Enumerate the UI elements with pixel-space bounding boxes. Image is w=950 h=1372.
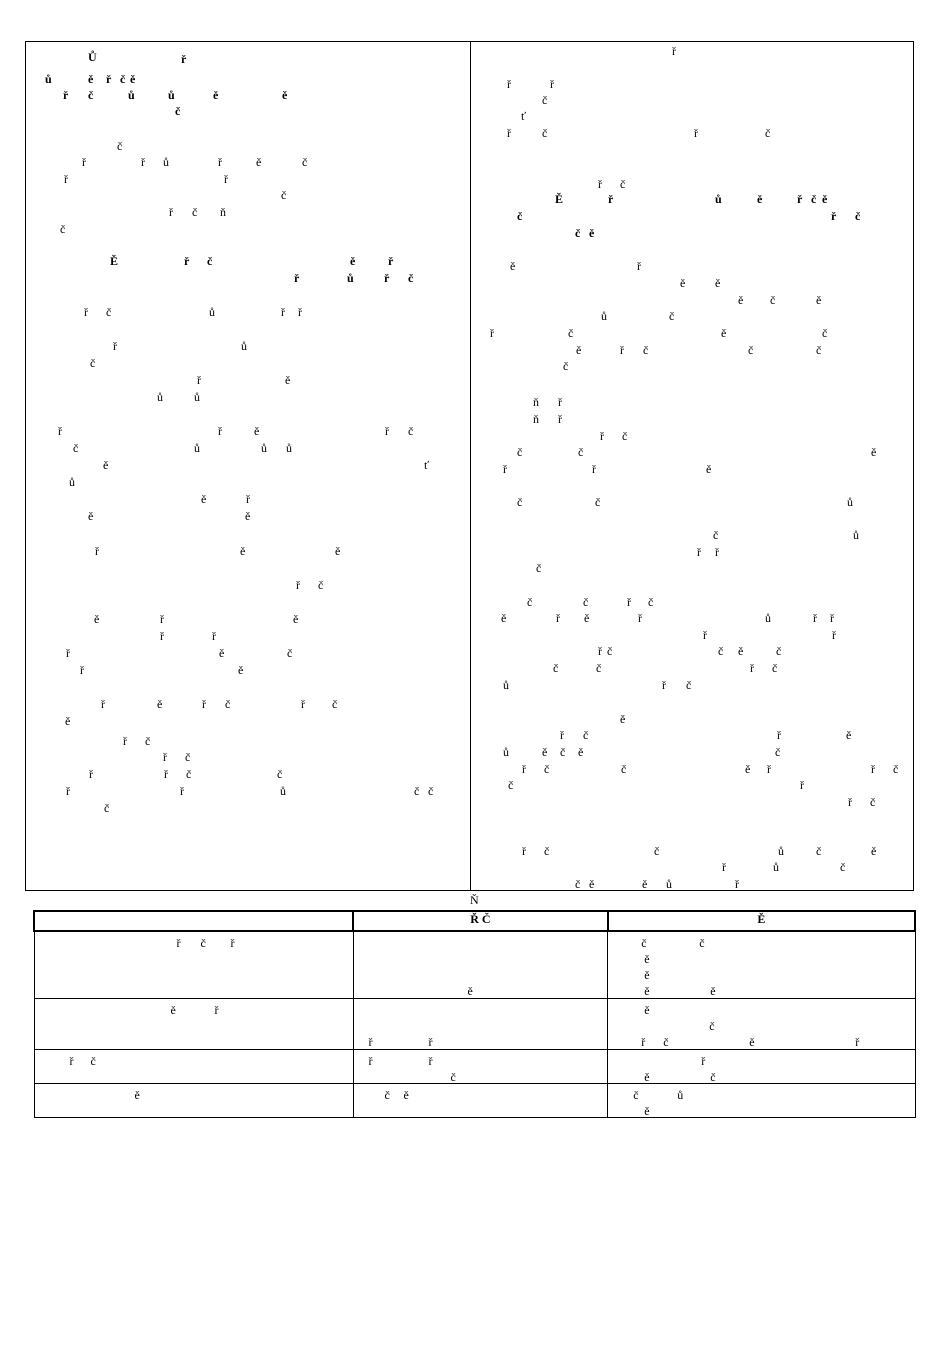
text-glyph: č [772, 661, 778, 675]
text-glyph: ř [703, 628, 707, 642]
text-glyph: ř [550, 77, 554, 91]
table-cell-glyph: ř [855, 1035, 860, 1049]
text-glyph: č [893, 762, 899, 776]
text-glyph: ů [168, 88, 175, 102]
text-glyph: ů [157, 390, 163, 404]
text-glyph: ř [66, 784, 70, 798]
table-cell-glyph: ř [214, 1003, 219, 1017]
text-glyph: ř [101, 697, 105, 711]
text-glyph: ě [846, 728, 852, 742]
text-glyph: č [583, 595, 589, 609]
text-glyph: ř [224, 172, 228, 186]
table-cell-glyph: ě [403, 1088, 409, 1102]
table-cell-glyph: č [710, 1070, 716, 1084]
table-cell [608, 1050, 915, 1084]
text-glyph: č [73, 441, 79, 455]
text-glyph: ř [830, 611, 834, 625]
text-glyph: ř [180, 784, 184, 798]
text-glyph: ř [301, 697, 305, 711]
table-header-row [34, 911, 915, 931]
text-glyph: ř [63, 88, 69, 102]
text-glyph: ř [831, 209, 837, 223]
text-glyph: ř [84, 305, 88, 319]
text-glyph: č [596, 661, 602, 675]
text-glyph: ě [282, 88, 288, 102]
text-glyph: ě [738, 293, 744, 307]
text-glyph: č [117, 139, 123, 153]
table-cell [608, 999, 915, 1050]
text-glyph: č [120, 72, 126, 86]
table-cell-glyph: ř [176, 936, 181, 950]
text-glyph: č [776, 644, 782, 658]
text-glyph: Ě [110, 254, 119, 268]
text-glyph: ř [522, 762, 526, 776]
text-glyph: ř [715, 545, 719, 559]
table-cell [34, 999, 353, 1050]
text-glyph: č [185, 750, 191, 764]
text-glyph: č [88, 88, 94, 102]
text-glyph: č [106, 305, 112, 319]
text-glyph: č [575, 226, 581, 240]
table-cell-glyph: ě [644, 1003, 650, 1017]
text-glyph: ě [871, 844, 877, 858]
text-glyph: ě [219, 646, 225, 660]
text-glyph: ů [847, 495, 853, 509]
text-glyph: ě [589, 877, 595, 891]
text-glyph: ř [598, 177, 602, 191]
text-glyph: ř [82, 155, 86, 169]
text-glyph: č [560, 745, 566, 759]
table-cell [353, 1084, 608, 1118]
separator-mark: Ň [470, 893, 479, 907]
text-glyph: č [408, 271, 414, 285]
text-glyph: ů [286, 441, 292, 455]
text-glyph: ř [281, 305, 285, 319]
text-glyph: ř [197, 373, 201, 387]
text-glyph: č [508, 778, 514, 792]
text-glyph: č [318, 578, 324, 592]
text-glyph: ř [600, 429, 604, 443]
text-glyph: ě [721, 326, 727, 340]
text-glyph: č [302, 155, 308, 169]
text-glyph: č [536, 561, 542, 575]
text-glyph: ě [130, 72, 136, 86]
table-cell-glyph: ř [701, 1054, 706, 1068]
table-cell [353, 999, 608, 1050]
text-glyph: č [186, 767, 192, 781]
text-glyph: č [855, 209, 861, 223]
text-glyph: ě [256, 155, 262, 169]
text-glyph: ě [293, 612, 299, 626]
text-glyph: ř [813, 611, 817, 625]
text-glyph: č [718, 644, 724, 658]
text-glyph: Ů [88, 50, 97, 64]
text-glyph: ě [94, 612, 100, 626]
text-glyph: ů [209, 305, 215, 319]
text-glyph: č [811, 192, 817, 206]
text-glyph: č [583, 728, 589, 742]
text-glyph: ě [738, 644, 744, 658]
text-glyph: ř [592, 462, 596, 476]
text-glyph: ň [533, 395, 539, 409]
text-glyph: ř [181, 52, 187, 66]
text-glyph: ů [128, 88, 135, 102]
text-glyph: ř [637, 259, 641, 273]
text-glyph: č [207, 254, 213, 268]
text-glyph: ř [750, 661, 754, 675]
text-glyph: ů [194, 441, 200, 455]
table-cell-glyph: ě [749, 1035, 755, 1049]
text-glyph: ů [261, 441, 267, 455]
text-glyph: č [542, 93, 548, 107]
text-glyph: č [104, 801, 110, 815]
table-cell-glyph: ě [467, 984, 473, 998]
text-glyph: ř [164, 767, 168, 781]
text-glyph: č [544, 844, 550, 858]
text-glyph: ř [163, 750, 167, 764]
table-cell-glyph: č [699, 936, 705, 950]
table-cell-glyph: č [709, 1019, 715, 1033]
text-glyph: ů [778, 844, 784, 858]
text-glyph: ě [542, 745, 548, 759]
table-cell-glyph: ě [170, 1003, 176, 1017]
text-glyph: ň [533, 412, 539, 426]
text-glyph: č [145, 734, 151, 748]
text-glyph: ř [246, 492, 250, 506]
text-glyph: ř [218, 424, 222, 438]
text-glyph: ě [578, 745, 584, 759]
text-glyph: č [527, 595, 533, 609]
text-glyph: ř [694, 126, 698, 140]
table-cell-glyph: ě [644, 984, 650, 998]
text-glyph: č [544, 762, 550, 776]
text-glyph: č [595, 495, 601, 509]
table-cell [608, 1084, 915, 1118]
text-glyph: č [775, 745, 781, 759]
text-glyph: ů [715, 192, 722, 206]
text-glyph: č [414, 784, 420, 798]
text-glyph: ř [522, 844, 526, 858]
text-glyph: ř [384, 271, 390, 285]
text-glyph: ě [620, 712, 626, 726]
text-glyph: č [648, 595, 654, 609]
text-glyph: ě [245, 509, 251, 523]
table-cell-glyph: ů [677, 1088, 684, 1102]
text-glyph: ř [66, 646, 70, 660]
text-glyph: č [408, 424, 414, 438]
table-row [34, 931, 915, 999]
text-glyph: č [654, 844, 660, 858]
text-glyph: č [575, 877, 581, 891]
text-glyph: ř [800, 778, 804, 792]
column-divider [470, 41, 471, 891]
text-glyph: ř [218, 155, 222, 169]
text-glyph: ě [680, 276, 686, 290]
text-glyph: č [281, 188, 287, 202]
text-glyph: ů [773, 860, 779, 874]
text-glyph: ů [765, 611, 771, 625]
table-cell [34, 1050, 353, 1084]
text-glyph: ř [80, 663, 84, 677]
text-glyph: č [607, 644, 613, 658]
text-glyph: ř [558, 412, 562, 426]
text-glyph: ů [69, 475, 75, 489]
text-glyph: č [870, 795, 876, 809]
text-glyph: ř [169, 205, 173, 219]
text-glyph: ě [757, 192, 763, 206]
text-glyph: ě [285, 373, 291, 387]
text-glyph: ř [113, 339, 117, 353]
table-cell-glyph: ě [644, 1070, 650, 1084]
text-glyph: č [620, 177, 626, 191]
table-header-cell: Ř Č [353, 911, 608, 931]
text-glyph: č [770, 293, 776, 307]
text-glyph: č [578, 445, 584, 459]
text-glyph: ř [106, 72, 112, 86]
text-glyph: ř [123, 734, 127, 748]
text-glyph: ř [638, 611, 642, 625]
text-glyph: č [669, 309, 675, 323]
text-glyph: ř [507, 126, 511, 140]
text-glyph: č [517, 495, 523, 509]
text-glyph: č [816, 844, 822, 858]
text-glyph: č [553, 661, 559, 675]
text-glyph: ř [672, 44, 676, 58]
text-glyph: ě [254, 424, 260, 438]
table-header-cell: Ě [608, 911, 915, 931]
text-glyph: ě [501, 611, 507, 625]
text-glyph: ě [584, 611, 590, 625]
text-glyph: ů [163, 155, 169, 169]
table-cell [34, 1084, 353, 1118]
table-cell-glyph: ě [644, 968, 650, 982]
text-glyph: č [748, 343, 754, 357]
text-glyph: ř [141, 155, 145, 169]
table-cell-glyph: č [633, 1088, 639, 1102]
text-glyph: ř [95, 544, 99, 558]
table-cell-glyph: č [200, 936, 206, 950]
table-cell-glyph: č [663, 1035, 669, 1049]
text-glyph: č [517, 209, 523, 223]
text-glyph: ř [507, 77, 511, 91]
text-glyph: ů [503, 745, 509, 759]
text-glyph: ř [797, 192, 803, 206]
text-glyph: ů [601, 309, 607, 323]
text-glyph: ř [503, 462, 507, 476]
text-glyph: č [816, 343, 822, 357]
text-glyph: ě [642, 877, 648, 891]
text-glyph: ě [715, 276, 721, 290]
text-glyph: ě [240, 544, 246, 558]
text-glyph: ř [490, 326, 494, 340]
text-glyph: ř [294, 271, 300, 285]
text-glyph: ř [385, 424, 389, 438]
text-glyph: ř [58, 424, 62, 438]
table-cell [353, 931, 608, 999]
text-glyph: ř [871, 762, 875, 776]
table-cell-glyph: ř [368, 1054, 373, 1068]
summary-table [33, 910, 916, 1118]
text-glyph: č [277, 767, 283, 781]
table-cell [608, 931, 915, 999]
text-glyph: č [517, 445, 523, 459]
text-glyph: ů [666, 877, 672, 891]
text-glyph: č [287, 646, 293, 660]
table-header-cell [34, 911, 353, 931]
text-glyph: č [542, 126, 548, 140]
table-cell-glyph: č [90, 1054, 96, 1068]
text-glyph: ů [503, 678, 509, 692]
text-glyph: ě [88, 72, 94, 86]
table-row [34, 1084, 915, 1118]
text-glyph: ř [160, 629, 164, 643]
table-cell-glyph: ě [644, 1104, 650, 1118]
text-glyph: ř [598, 644, 602, 658]
table-cell [353, 1050, 608, 1084]
text-glyph: č [225, 697, 231, 711]
text-glyph: ě [238, 663, 244, 677]
text-glyph: ř [64, 172, 68, 186]
text-glyph: ě [157, 697, 163, 711]
text-glyph: ň [220, 205, 226, 219]
text-glyph: ř [556, 611, 560, 625]
text-glyph: ř [735, 877, 739, 891]
text-glyph: ř [560, 728, 564, 742]
text-glyph: ě [201, 492, 207, 506]
text-glyph: ě [510, 259, 516, 273]
text-glyph: ř [296, 578, 300, 592]
text-glyph: ě [816, 293, 822, 307]
text-glyph: ě [350, 254, 356, 268]
table-cell-glyph: č [450, 1070, 456, 1084]
text-glyph: ř [202, 697, 206, 711]
text-glyph: ř [627, 595, 631, 609]
text-glyph: č [428, 784, 434, 798]
table-cell-glyph: ě [710, 984, 716, 998]
text-glyph: č [90, 356, 96, 370]
text-glyph: ů [241, 339, 247, 353]
text-glyph: ř [848, 795, 852, 809]
text-glyph: č [713, 528, 719, 542]
text-glyph: ě [589, 226, 595, 240]
text-glyph: ě [65, 714, 71, 728]
text-glyph: ů [194, 390, 200, 404]
text-glyph: ř [558, 395, 562, 409]
text-glyph: č [332, 697, 338, 711]
text-glyph: č [840, 860, 846, 874]
text-glyph: č [622, 429, 628, 443]
text-glyph: ř [184, 254, 190, 268]
text-glyph: ř [662, 678, 666, 692]
table-cell-glyph: ř [428, 1054, 433, 1068]
text-glyph: č [765, 126, 771, 140]
text-glyph: ů [280, 784, 286, 798]
text-glyph: ě [88, 509, 94, 523]
text-glyph: ř [722, 860, 726, 874]
text-glyph: č [643, 343, 649, 357]
text-glyph: ě [103, 458, 109, 472]
text-glyph: č [175, 104, 181, 118]
table-cell-glyph: ř [230, 936, 235, 950]
text-glyph: ť [521, 109, 527, 123]
text-glyph: ě [745, 762, 751, 776]
text-glyph: ř [767, 762, 771, 776]
text-glyph: ť [424, 458, 430, 472]
text-glyph: č [621, 762, 627, 776]
table-cell-glyph: ř [69, 1054, 74, 1068]
text-glyph: ř [620, 343, 624, 357]
text-glyph: ř [212, 629, 216, 643]
text-glyph: ř [160, 612, 164, 626]
text-glyph: ě [335, 544, 341, 558]
table-cell-glyph: ř [641, 1035, 646, 1049]
table-cell [34, 931, 353, 999]
text-glyph: ů [45, 72, 52, 86]
text-glyph: č [563, 359, 569, 373]
text-glyph: č [192, 205, 198, 219]
text-glyph: ř [608, 192, 614, 206]
text-glyph: ě [871, 445, 877, 459]
text-glyph: Ě [555, 192, 564, 206]
table-row [34, 999, 915, 1050]
table-row [34, 1050, 915, 1084]
text-glyph: ě [706, 462, 712, 476]
text-glyph: ř [388, 254, 394, 268]
text-glyph: č [686, 678, 692, 692]
text-glyph: č [822, 326, 828, 340]
text-glyph: ř [89, 767, 93, 781]
table-cell-glyph: č [641, 936, 647, 950]
text-glyph: č [60, 222, 66, 236]
text-glyph: ř [832, 628, 836, 642]
table-cell-glyph: ě [644, 952, 650, 966]
table-cell-glyph: ř [368, 1035, 373, 1049]
table-cell-glyph: č [384, 1088, 390, 1102]
table-cell-glyph: ě [134, 1088, 140, 1102]
text-glyph: ř [697, 545, 701, 559]
text-glyph: ě [213, 88, 219, 102]
table-cell-glyph: ř [428, 1035, 433, 1049]
text-glyph: ů [347, 271, 354, 285]
text-glyph: ř [777, 728, 781, 742]
text-glyph: č [568, 326, 574, 340]
text-glyph: ě [822, 192, 828, 206]
text-glyph: ř [298, 305, 302, 319]
text-glyph: ě [576, 343, 582, 357]
text-glyph: ů [853, 528, 859, 542]
